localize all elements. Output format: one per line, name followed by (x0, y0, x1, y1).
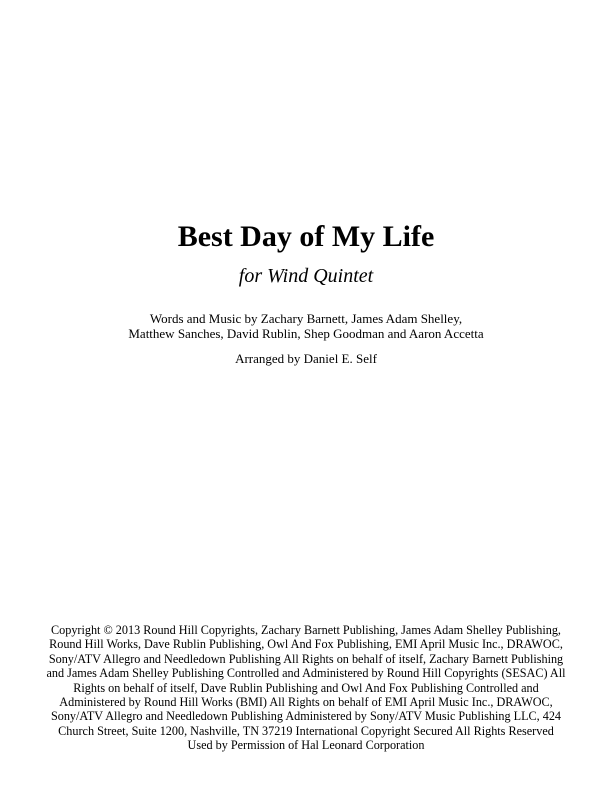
copyright-block (0, 623, 612, 753)
copyright-line: Sony/ATV Allegro and Needledown Publishing Administered by Sony/ATV Music Publishing LLC, 424 (50, 709, 562, 724)
copyright-line: Round Hill Works, Dave Rublin Publishing, Owl And Fox Publishing, EMI April Music Inc., DRAWOC, (49, 637, 563, 652)
permission-line: Used by Permission of Hal Leonard Corporation (187, 738, 425, 753)
copyright-line: Rights on behalf of itself, Dave Rublin Publishing and Owl And Fox Publishing Controlled and (73, 680, 539, 695)
copyright-line: and James Adam Shelley Publishing Controlled and Administered by Round Hill Copyrights (SESAC) All (46, 666, 566, 681)
credits-line-1: Words and Music by Zachary Barnett, James Adam Shelley, (149, 311, 463, 326)
song-title: Best Day of My Life (177, 220, 435, 253)
copyright-line: Copyright © 2013 Round Hill Copyrights, Zachary Barnett Publishing, James Adam Shelley Publishing, (51, 623, 561, 637)
song-subtitle: for Wind Quintet (238, 265, 374, 287)
credits-line-2: Matthew Sanches, David Rublin, Shep Goodman and Aaron Accetta (128, 326, 484, 341)
copyright-line: Church Street, Suite 1200, Nashville, TN 37219 International Copyright Secured All Rights Reserved (58, 723, 554, 738)
arranger-credit: Arranged by Daniel E. Self (235, 351, 377, 366)
copyright-line: Administered by Round Hill Works (BMI) All Rights on behalf of EMI April Music Inc., DRAWOC, (59, 695, 553, 710)
copyright-line: Sony/ATV Allegro and Needledown Publishing All Rights on behalf of itself, Zachary Barnett Publishing (48, 651, 564, 666)
composer-credits (0, 311, 612, 341)
